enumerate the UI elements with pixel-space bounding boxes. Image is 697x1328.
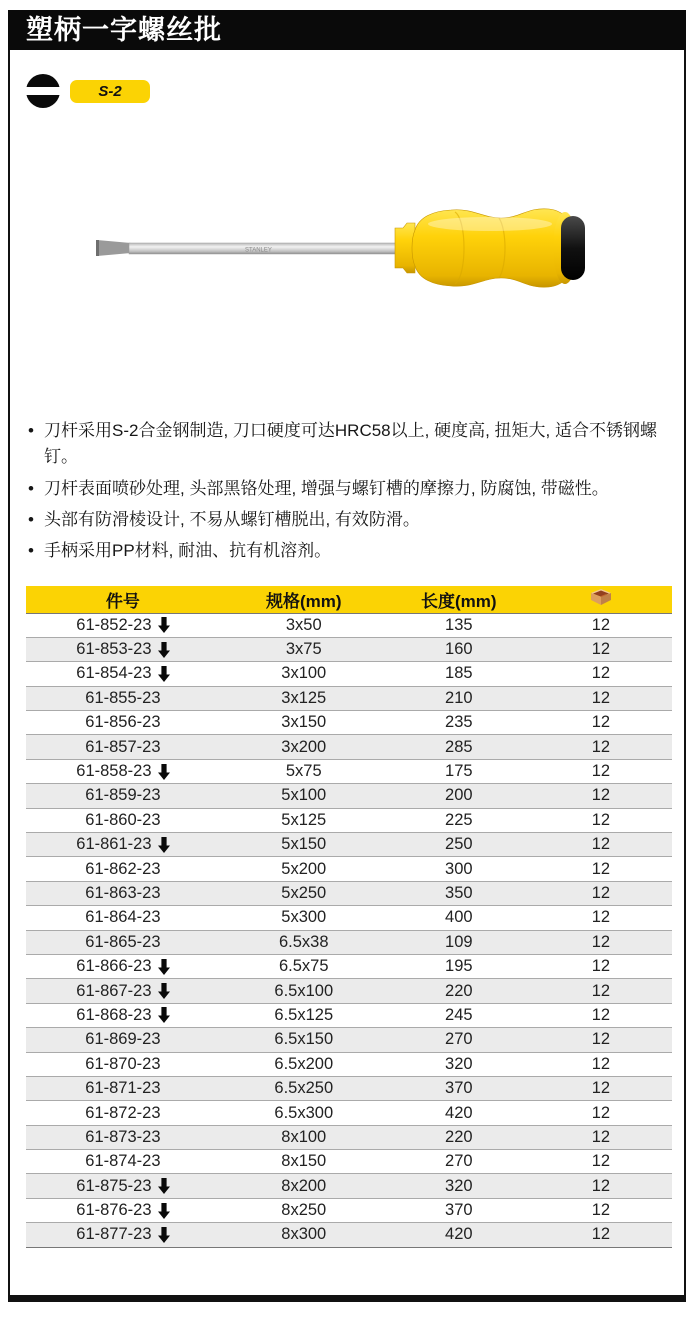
spec-cell: 5x300 bbox=[220, 906, 388, 930]
part-number: 61-871-23 bbox=[85, 1079, 161, 1098]
pack-qty-cell: 12 bbox=[530, 808, 672, 832]
part-number: 61-876-23 bbox=[76, 1201, 152, 1220]
part-number: 61-857-23 bbox=[85, 737, 161, 756]
table-row bbox=[26, 784, 672, 808]
table-row bbox=[26, 1198, 672, 1222]
pack-qty-cell: 12 bbox=[530, 906, 672, 930]
table-row bbox=[26, 881, 672, 905]
col-part-number: 件号 bbox=[26, 586, 220, 613]
pack-qty-cell: 12 bbox=[530, 1223, 672, 1247]
spec-cell: 8x250 bbox=[220, 1198, 388, 1222]
table-row bbox=[26, 808, 672, 832]
feature-item: • 头部有防滑棱设计, 不易从螺钉槽脱出, 有效防滑。 bbox=[26, 507, 670, 533]
catalog-page bbox=[8, 10, 686, 1302]
part-number-cell bbox=[26, 784, 220, 808]
spec-cell: 6.5x250 bbox=[220, 1076, 388, 1100]
length-cell: 160 bbox=[388, 637, 530, 661]
part-number: 61-874-23 bbox=[85, 1152, 161, 1171]
part-number: 61-869-23 bbox=[85, 1030, 161, 1049]
page-content bbox=[10, 50, 684, 1295]
spec-table bbox=[26, 586, 672, 1248]
length-cell: 220 bbox=[388, 979, 530, 1003]
spec-cell: 3x125 bbox=[220, 686, 388, 710]
spec-cell: 8x200 bbox=[220, 1174, 388, 1198]
part-number-cell bbox=[26, 954, 220, 978]
part-number: 61-860-23 bbox=[85, 810, 161, 829]
down-arrow-icon bbox=[158, 666, 170, 682]
table-row bbox=[26, 686, 672, 710]
part-number-cell bbox=[26, 1101, 220, 1125]
part-number-cell bbox=[26, 759, 220, 783]
length-cell: 109 bbox=[388, 930, 530, 954]
pack-qty-cell: 12 bbox=[530, 954, 672, 978]
carton-icon bbox=[589, 587, 613, 606]
table-row bbox=[26, 1150, 672, 1174]
table-header-row bbox=[26, 586, 672, 613]
feature-item: • 手柄采用PP材料, 耐油、抗有机溶剂。 bbox=[26, 538, 670, 564]
part-number-cell bbox=[26, 1003, 220, 1027]
spec-cell: 6.5x75 bbox=[220, 954, 388, 978]
part-number: 61-877-23 bbox=[76, 1225, 152, 1244]
part-number: 61-865-23 bbox=[85, 932, 161, 951]
length-cell: 420 bbox=[388, 1223, 530, 1247]
length-cell: 420 bbox=[388, 1101, 530, 1125]
table-row bbox=[26, 735, 672, 759]
spec-cell: 6.5x100 bbox=[220, 979, 388, 1003]
part-number: 61-873-23 bbox=[85, 1127, 161, 1146]
part-number-cell bbox=[26, 833, 220, 857]
down-arrow-icon bbox=[158, 959, 170, 975]
part-number: 61-853-23 bbox=[76, 640, 152, 659]
spec-cell: 8x150 bbox=[220, 1150, 388, 1174]
part-number: 61-854-23 bbox=[76, 664, 152, 683]
length-cell: 350 bbox=[388, 881, 530, 905]
spec-cell: 5x150 bbox=[220, 833, 388, 857]
down-arrow-icon bbox=[158, 642, 170, 658]
part-number-cell bbox=[26, 662, 220, 686]
spec-cell: 6.5x125 bbox=[220, 1003, 388, 1027]
spec-cell: 3x75 bbox=[220, 637, 388, 661]
spec-cell: 3x100 bbox=[220, 662, 388, 686]
down-arrow-icon bbox=[158, 1178, 170, 1194]
spec-cell: 5x200 bbox=[220, 857, 388, 881]
down-arrow-icon bbox=[158, 1203, 170, 1219]
spec-cell: 5x100 bbox=[220, 784, 388, 808]
part-number: 61-856-23 bbox=[85, 713, 161, 732]
part-number: 61-862-23 bbox=[85, 859, 161, 878]
col-pack-qty bbox=[530, 586, 672, 613]
spec-cell: 6.5x150 bbox=[220, 1028, 388, 1052]
length-cell: 210 bbox=[388, 686, 530, 710]
part-number: 61-872-23 bbox=[85, 1103, 161, 1122]
part-number-cell bbox=[26, 906, 220, 930]
table-row bbox=[26, 1003, 672, 1027]
part-number-cell bbox=[26, 637, 220, 661]
product-image bbox=[95, 188, 587, 308]
pack-qty-cell: 12 bbox=[530, 930, 672, 954]
pack-qty-cell: 12 bbox=[530, 613, 672, 637]
spec-cell: 3x50 bbox=[220, 613, 388, 637]
pack-qty-cell: 12 bbox=[530, 979, 672, 1003]
length-cell: 300 bbox=[388, 857, 530, 881]
feature-item: • 刀杆表面喷砂处理, 头部黑铬处理, 增强与螺钉槽的摩擦力, 防腐蚀, 带磁性。 bbox=[26, 476, 670, 502]
pack-qty-cell: 12 bbox=[530, 1076, 672, 1100]
feature-list bbox=[26, 418, 670, 570]
part-number: 61-864-23 bbox=[85, 908, 161, 927]
table-row bbox=[26, 662, 672, 686]
down-arrow-icon bbox=[158, 617, 170, 633]
col-length: 长度(mm) bbox=[388, 586, 530, 613]
length-cell: 370 bbox=[388, 1198, 530, 1222]
part-number: 61-866-23 bbox=[76, 957, 152, 976]
table-row bbox=[26, 1052, 672, 1076]
part-number-cell bbox=[26, 1076, 220, 1100]
length-cell: 220 bbox=[388, 1125, 530, 1149]
down-arrow-icon bbox=[158, 837, 170, 853]
table-row bbox=[26, 930, 672, 954]
pack-qty-cell: 12 bbox=[530, 711, 672, 735]
length-cell: 250 bbox=[388, 833, 530, 857]
part-number-cell bbox=[26, 1028, 220, 1052]
pack-qty-cell: 12 bbox=[530, 686, 672, 710]
part-number-cell bbox=[26, 1125, 220, 1149]
spec-cell: 3x150 bbox=[220, 711, 388, 735]
pack-qty-cell: 12 bbox=[530, 1150, 672, 1174]
spec-cell: 8x100 bbox=[220, 1125, 388, 1149]
pack-qty-cell: 12 bbox=[530, 857, 672, 881]
shaft-brand-text: STANLEY bbox=[245, 247, 272, 254]
table-row bbox=[26, 1076, 672, 1100]
pack-qty-cell: 12 bbox=[530, 1101, 672, 1125]
table-row bbox=[26, 759, 672, 783]
pack-qty-cell: 12 bbox=[530, 1003, 672, 1027]
part-number: 61-861-23 bbox=[76, 835, 152, 854]
pack-qty-cell: 12 bbox=[530, 637, 672, 661]
table-row bbox=[26, 906, 672, 930]
spec-cell: 3x200 bbox=[220, 735, 388, 759]
length-cell: 235 bbox=[388, 711, 530, 735]
part-number-cell bbox=[26, 857, 220, 881]
length-cell: 285 bbox=[388, 735, 530, 759]
table-row bbox=[26, 613, 672, 637]
length-cell: 195 bbox=[388, 954, 530, 978]
table-row bbox=[26, 637, 672, 661]
part-number: 61-875-23 bbox=[76, 1176, 152, 1195]
length-cell: 185 bbox=[388, 662, 530, 686]
badge-row bbox=[26, 74, 150, 108]
table-row bbox=[26, 1125, 672, 1149]
pack-qty-cell: 12 bbox=[530, 1028, 672, 1052]
part-number-cell bbox=[26, 613, 220, 637]
length-cell: 175 bbox=[388, 759, 530, 783]
pack-qty-cell: 12 bbox=[530, 784, 672, 808]
pack-qty-cell: 12 bbox=[530, 1125, 672, 1149]
pack-qty-cell: 12 bbox=[530, 1052, 672, 1076]
col-spec: 规格(mm) bbox=[220, 586, 388, 613]
part-number: 61-858-23 bbox=[76, 762, 152, 781]
part-number-cell bbox=[26, 979, 220, 1003]
pack-qty-cell: 12 bbox=[530, 1174, 672, 1198]
part-number-cell bbox=[26, 1198, 220, 1222]
pack-qty-cell: 12 bbox=[530, 759, 672, 783]
table-row bbox=[26, 711, 672, 735]
part-number: 61-859-23 bbox=[85, 786, 161, 805]
part-number: 61-867-23 bbox=[76, 981, 152, 1000]
part-number: 61-868-23 bbox=[76, 1005, 152, 1024]
part-number-cell bbox=[26, 808, 220, 832]
table-row bbox=[26, 1101, 672, 1125]
down-arrow-icon bbox=[158, 983, 170, 999]
pack-qty-cell: 12 bbox=[530, 881, 672, 905]
spec-cell: 6.5x38 bbox=[220, 930, 388, 954]
part-number-cell bbox=[26, 1223, 220, 1247]
length-cell: 270 bbox=[388, 1028, 530, 1052]
pack-qty-cell: 12 bbox=[530, 662, 672, 686]
part-number: 61-863-23 bbox=[85, 883, 161, 902]
length-cell: 135 bbox=[388, 613, 530, 637]
part-number-cell bbox=[26, 735, 220, 759]
table-row bbox=[26, 1174, 672, 1198]
feature-item: • 刀杆采用S-2合金钢制造, 刀口硬度可达HRC58以上, 硬度高, 扭矩大, 适合不锈钢螺钉。 bbox=[26, 418, 670, 471]
part-number-cell bbox=[26, 930, 220, 954]
table-row bbox=[26, 1028, 672, 1052]
spec-cell: 5x125 bbox=[220, 808, 388, 832]
part-number: 61-855-23 bbox=[85, 688, 161, 707]
length-cell: 245 bbox=[388, 1003, 530, 1027]
table-row bbox=[26, 979, 672, 1003]
part-number-cell bbox=[26, 881, 220, 905]
length-cell: 400 bbox=[388, 906, 530, 930]
down-arrow-icon bbox=[158, 1227, 170, 1243]
length-cell: 270 bbox=[388, 1150, 530, 1174]
table-row bbox=[26, 833, 672, 857]
screwdriver-illustration bbox=[95, 188, 587, 308]
part-number-cell bbox=[26, 686, 220, 710]
steel-grade-badge: S-2 bbox=[70, 80, 150, 103]
table-row bbox=[26, 1223, 672, 1247]
length-cell: 370 bbox=[388, 1076, 530, 1100]
part-number-cell bbox=[26, 1174, 220, 1198]
length-cell: 320 bbox=[388, 1052, 530, 1076]
spec-cell: 5x250 bbox=[220, 881, 388, 905]
part-number: 61-852-23 bbox=[76, 615, 152, 634]
spec-cell: 8x300 bbox=[220, 1223, 388, 1247]
length-cell: 200 bbox=[388, 784, 530, 808]
length-cell: 320 bbox=[388, 1174, 530, 1198]
pack-qty-cell: 12 bbox=[530, 735, 672, 759]
spec-cell: 6.5x300 bbox=[220, 1101, 388, 1125]
part-number-cell bbox=[26, 711, 220, 735]
spec-cell: 5x75 bbox=[220, 759, 388, 783]
pack-qty-cell: 12 bbox=[530, 1198, 672, 1222]
part-number-cell bbox=[26, 1150, 220, 1174]
page-title: 塑柄一字螺丝批 bbox=[8, 10, 686, 50]
table-row bbox=[26, 954, 672, 978]
spec-cell: 6.5x200 bbox=[220, 1052, 388, 1076]
slotted-drive-icon bbox=[26, 74, 60, 108]
part-number-cell bbox=[26, 1052, 220, 1076]
part-number: 61-870-23 bbox=[85, 1054, 161, 1073]
length-cell: 225 bbox=[388, 808, 530, 832]
down-arrow-icon bbox=[158, 1007, 170, 1023]
down-arrow-icon bbox=[158, 764, 170, 780]
pack-qty-cell: 12 bbox=[530, 833, 672, 857]
table-row bbox=[26, 857, 672, 881]
